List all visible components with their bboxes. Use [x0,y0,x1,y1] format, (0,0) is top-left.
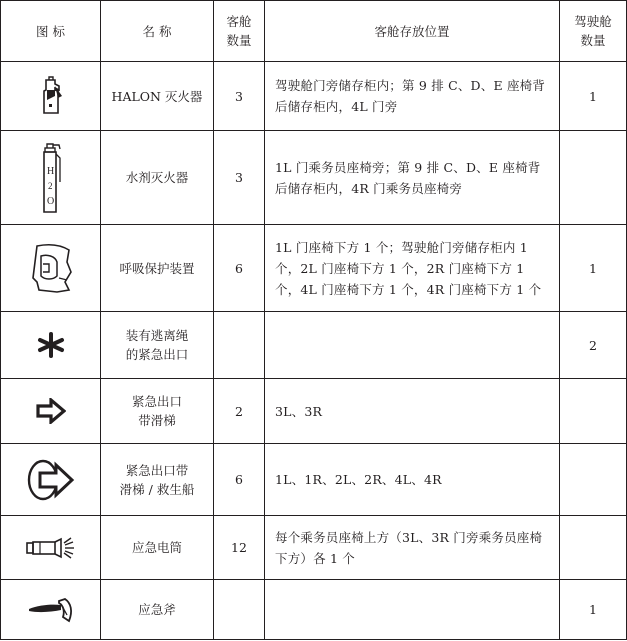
table-row [1,379,627,444]
svg-text:H: H [46,165,54,177]
cockpit-qty-cell [560,131,627,225]
header-cockpit-qty: 驾驶舱 数量 [560,1,627,62]
header-name: 名 称 [101,1,214,62]
cabin-qty-cell: 6 [214,225,265,312]
cockpit-qty-cell [560,379,627,444]
icon-cell [1,312,101,379]
cockpit-qty-cell: 1 [560,62,627,131]
location-cell [265,312,560,379]
name-cell: 装有逃离绳 的紧急出口 [101,312,214,379]
cabin-qty-cell [214,312,265,379]
location-cell: 驾驶舱门旁储存柜内；第 9 排 C、D、E 座椅背后储存柜内，4L 门旁 [265,62,560,131]
name-cell: 水剂灭火器 [101,131,214,225]
cockpit-qty-cell: 1 [560,580,627,640]
location-cell: 1L、1R、2L、2R、4L、4R [265,444,560,516]
icon-cell [1,516,101,580]
table-row [1,62,627,131]
table-row [1,516,627,580]
icon-cell [1,62,101,131]
cabin-qty-cell: 3 [214,131,265,225]
header-location: 客舱存放位置 [265,1,560,62]
name-cell: 呼吸保护装置 [101,225,214,312]
cockpit-qty-cell [560,516,627,580]
slide-exit-icon [36,398,66,424]
emergency-axe-icon [25,595,77,625]
cockpit-qty-cell [560,444,627,516]
water-extinguisher-icon [38,142,64,214]
table-row [1,225,627,312]
svg-text:O: O [46,195,54,207]
breathing-protection-icon [29,242,73,294]
name-cell: 应急电筒 [101,516,214,580]
location-cell: 1L 门座椅下方 1 个；驾驶舱门旁储存柜内 1 个，2L 门座椅下方 1 个，2R 门座椅下方 1 个，4L 门座椅下方 1 个，4R 门座椅下方 1 个 [265,225,560,312]
table-row [1,131,627,225]
name-cell: 应急斧 [101,580,214,640]
header-row [1,1,627,62]
cabin-qty-cell: 6 [214,444,265,516]
halon-extinguisher-icon [36,76,66,116]
cabin-qty-cell [214,580,265,640]
icon-cell [1,379,101,444]
location-cell: 每个乘务员座椅上方（3L、3R 门旁乘务员座椅下方）各 1 个 [265,516,560,580]
location-cell [265,580,560,640]
icon-cell [1,444,101,516]
slide-raft-icon [26,458,76,502]
location-cell: 3L、3R [265,379,560,444]
cockpit-qty-cell: 1 [560,225,627,312]
name-cell: 紧急出口带 滑梯 / 救生船 [101,444,214,516]
cockpit-qty-cell: 2 [560,312,627,379]
flashlight-icon [25,536,77,560]
table-row [1,580,627,640]
header-cabin-qty: 客舱 数量 [214,1,265,62]
icon-cell [1,131,101,225]
cabin-qty-cell: 2 [214,379,265,444]
cabin-qty-cell: 3 [214,62,265,131]
icon-cell [1,580,101,640]
table-row [1,444,627,516]
cabin-qty-cell: 12 [214,516,265,580]
location-cell: 1L 门乘务员座椅旁；第 9 排 C、D、E 座椅背后储存柜内，4R 门乘务员座椅旁 [265,131,560,225]
icon-cell [1,225,101,312]
name-cell: HALON 灭火器 [101,62,214,131]
name-cell: 紧急出口 带滑梯 [101,379,214,444]
svg-text:2: 2 [47,180,52,191]
escape-rope-icon [37,331,65,359]
header-icon: 图 标 [1,1,101,62]
table-row [1,312,627,379]
